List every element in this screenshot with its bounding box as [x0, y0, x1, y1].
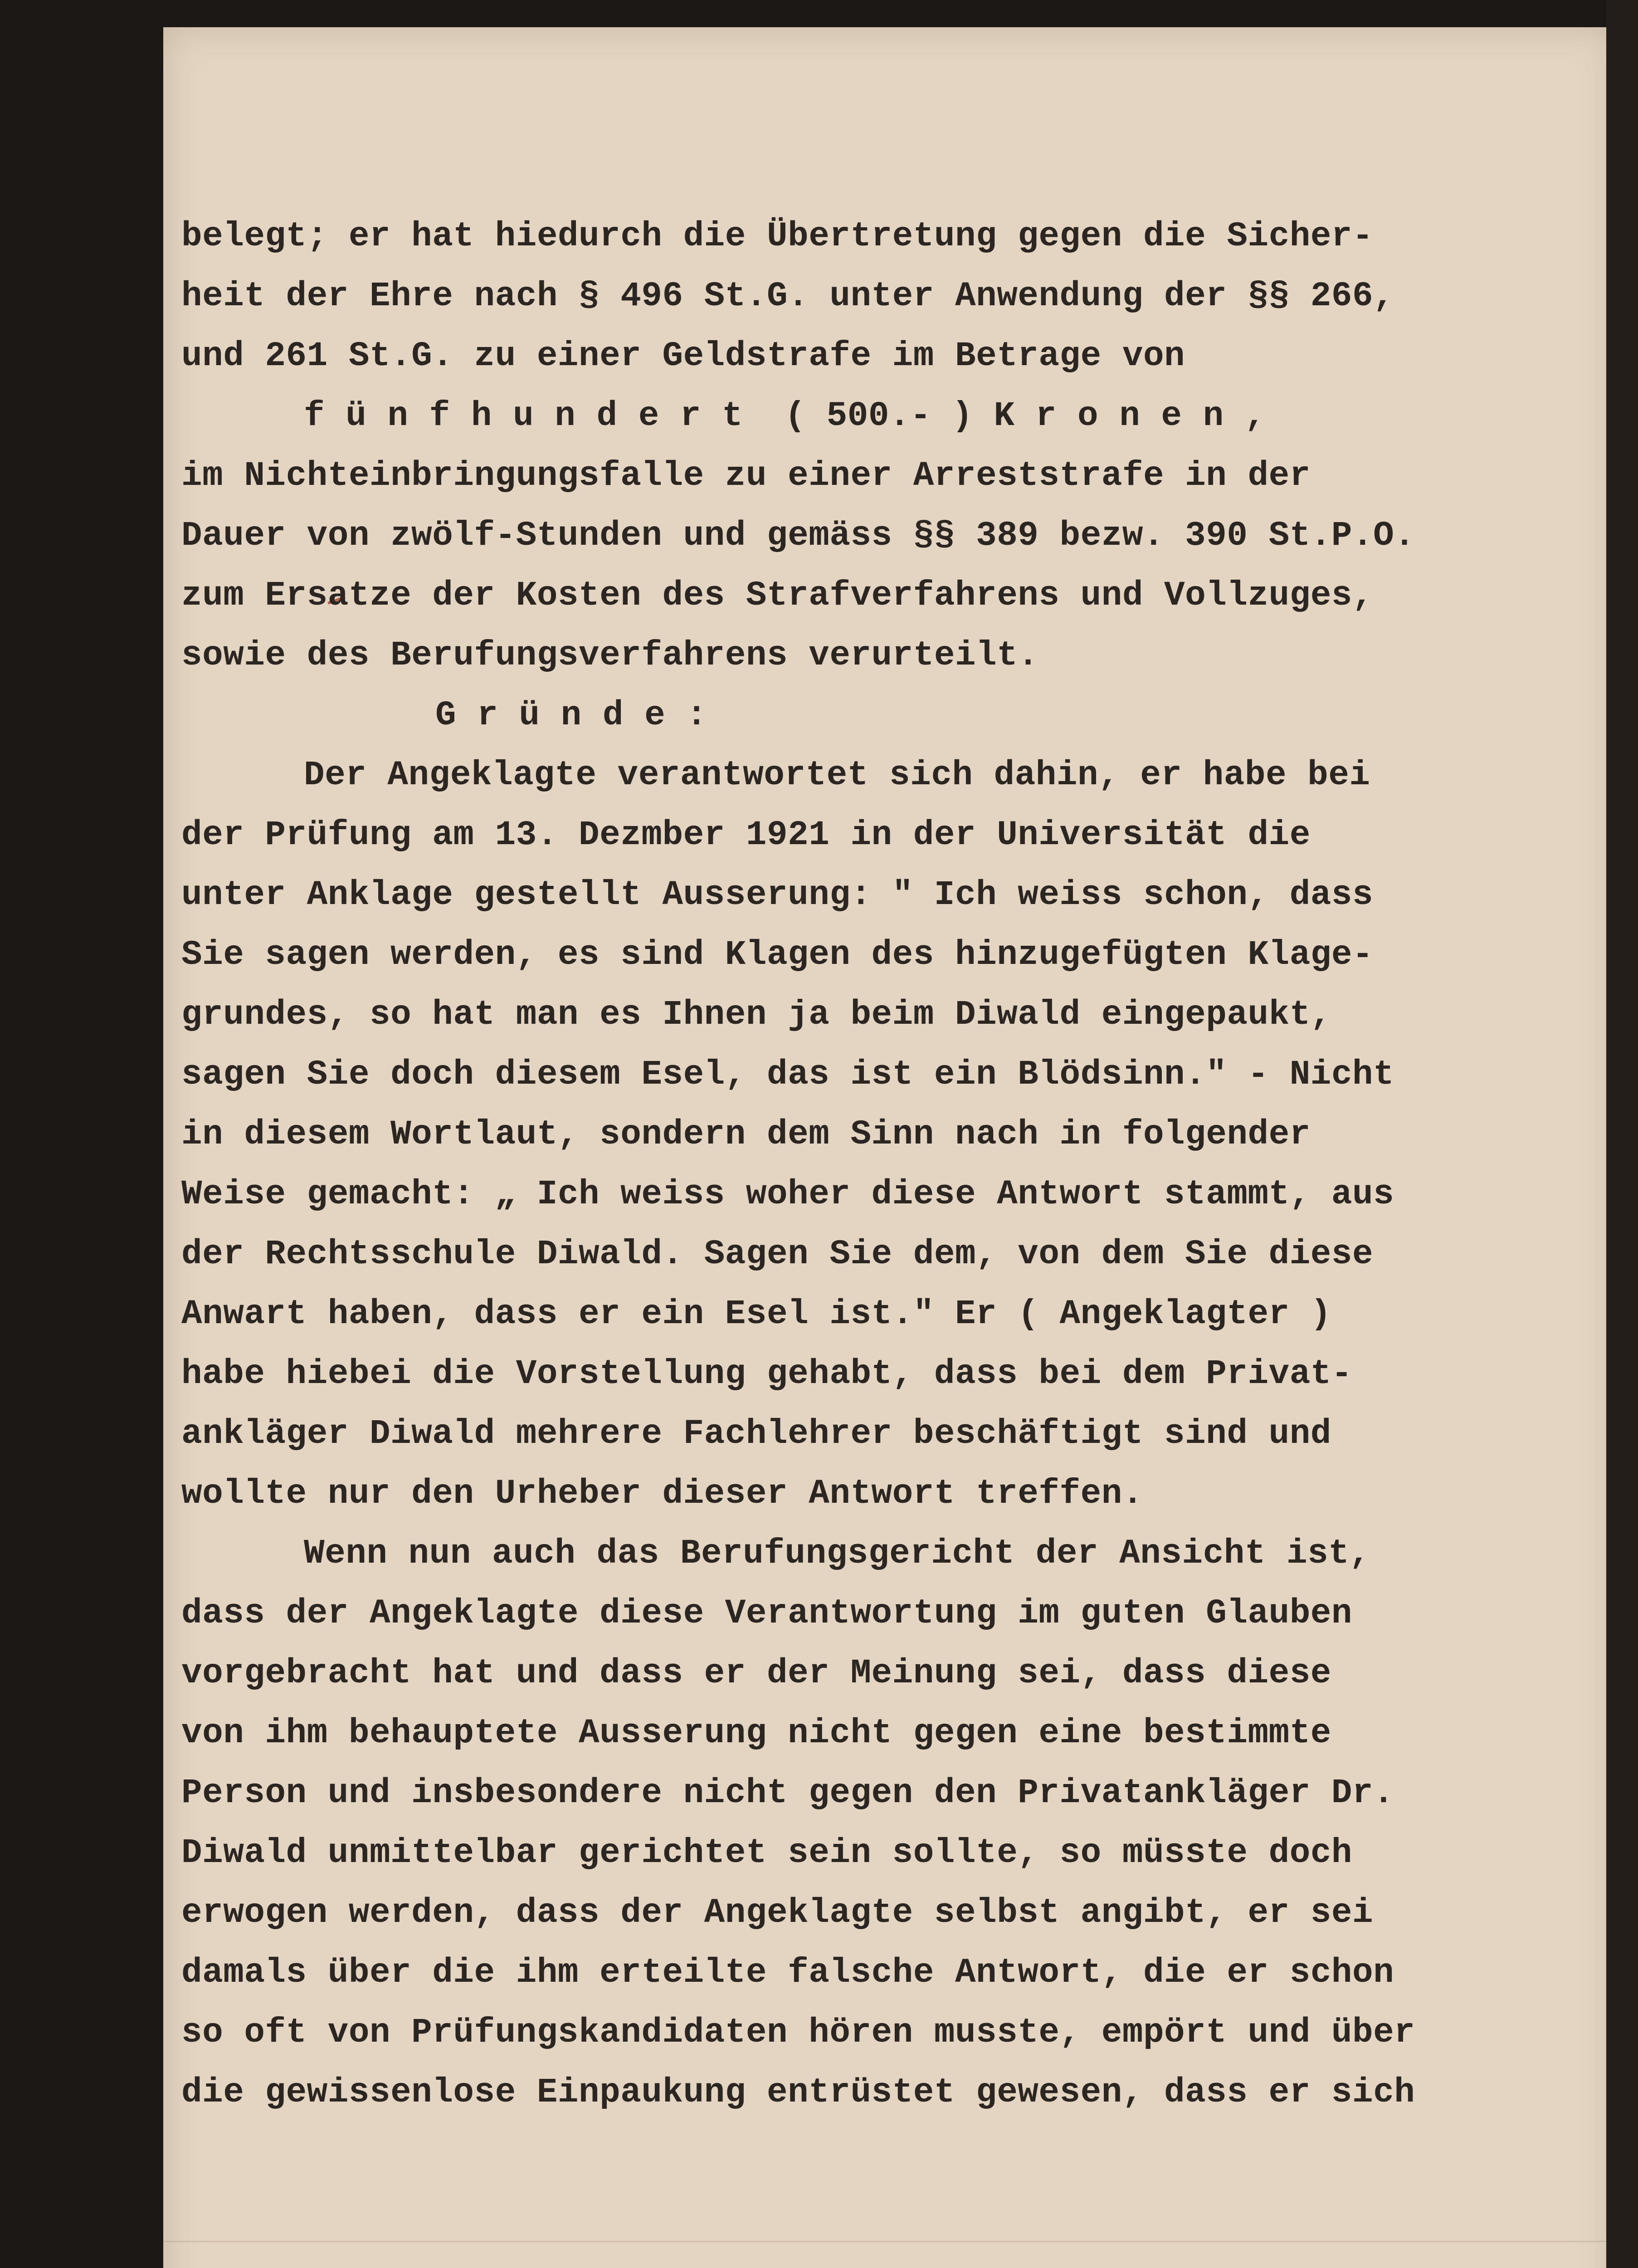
text-line: von ihm behauptete Ausserung nicht gegen eine bestimmte [181, 1714, 1331, 1753]
text-line: der Prüfung am 13. Dezmber 1921 in der Universität die [181, 816, 1311, 855]
text-line: grundes, so hat man es Ihnen ja beim Diwald eingepaukt, [181, 995, 1331, 1034]
text-line: vorgebracht hat und dass er der Meinung sei, dass diese [181, 1654, 1331, 1693]
text-line: habe hiebei die Vorstellung gehabt, dass bei dem Privat- [181, 1354, 1353, 1393]
paragraph-start: Wenn nun auch das Berufungsgericht der Ansicht ist, [304, 1534, 1370, 1573]
text-line: unter Anklage gestellt Ausserung: " Ich weiss schon, dass [181, 875, 1374, 914]
text-line: Dauer von zwölf-Stunden und gemäss §§ 389 bezw. 390 St.P.O. [181, 516, 1415, 555]
text-line: Person und insbesondere nicht gegen den Privatankläger Dr. [181, 1774, 1394, 1813]
text-line: Diwald unmittelbar gerichtet sein sollte, so müsste doch [181, 1833, 1353, 1872]
text-line: die gewissenlose Einpaukung entrüstet gewesen, dass er sich [181, 2073, 1415, 2112]
text-line: sagen Sie doch diesem Esel, das ist ein Blödsinn." - Nicht [181, 1055, 1394, 1094]
text-line: Anwart haben, dass er ein Esel ist." Er ( Angeklagter ) [181, 1295, 1331, 1334]
paragraph-start: Der Angeklagte verantwortet sich dahin, er habe bei [304, 756, 1370, 795]
text-line: und 261 St.G. zu einer Geldstrafe im Betrage von [181, 337, 1185, 376]
typewritten-text [181, 206, 1415, 2122]
text-line: dass der Angeklagte diese Verantwortung im guten Glauben [181, 1594, 1353, 1633]
text-line: zum Ersatze der Kosten des Strafverfahrens und Vollzuges, [181, 576, 1374, 615]
text-line: Weise gemacht: „ Ich weiss woher diese Antwort stammt, aus [181, 1175, 1394, 1214]
text-line: wollte nur den Urheber dieser Antwort treffen. [181, 1474, 1143, 1513]
text-line: ankläger Diwald mehrere Fachlehrer beschäftigt sind und [181, 1414, 1331, 1453]
text-line: damals über die ihm erteilte falsche Antwort, die er schon [181, 1953, 1394, 1992]
text-line: heit der Ehre nach § 496 St.G. unter Anwendung der §§ 266, [181, 277, 1394, 316]
text-line: im Nichteinbringungsfalle zu einer Arreststrafe in der [181, 456, 1311, 495]
paper-fold-line [163, 2241, 1614, 2242]
penalty-amount-line: f ü n f h u n d e r t ( 500.- ) K r o n e n , [304, 396, 1266, 435]
section-heading-gruende: G r ü n d e : [435, 696, 707, 735]
text-line: Sie sagen werden, es sind Klagen des hinzugefügten Klage- [181, 935, 1374, 974]
text-line: erwogen werden, dass der Angeklagte selbst angibt, er sei [181, 1893, 1374, 1932]
text-line: in diesem Wortlaut, sondern dem Sinn nach in folgender [181, 1115, 1311, 1154]
text-line: sowie des Berufungsverfahrens verurteilt. [181, 636, 1039, 675]
scan-right-edge [1606, 0, 1638, 2268]
text-line: der Rechtsschule Diwald. Sagen Sie dem, von dem Sie diese [181, 1235, 1374, 1274]
text-line: so oft von Prüfungskandidaten hören musste, empört und über [181, 2013, 1415, 2052]
text-line: belegt; er hat hiedurch die Übertretung gegen die Sicher- [181, 217, 1374, 256]
